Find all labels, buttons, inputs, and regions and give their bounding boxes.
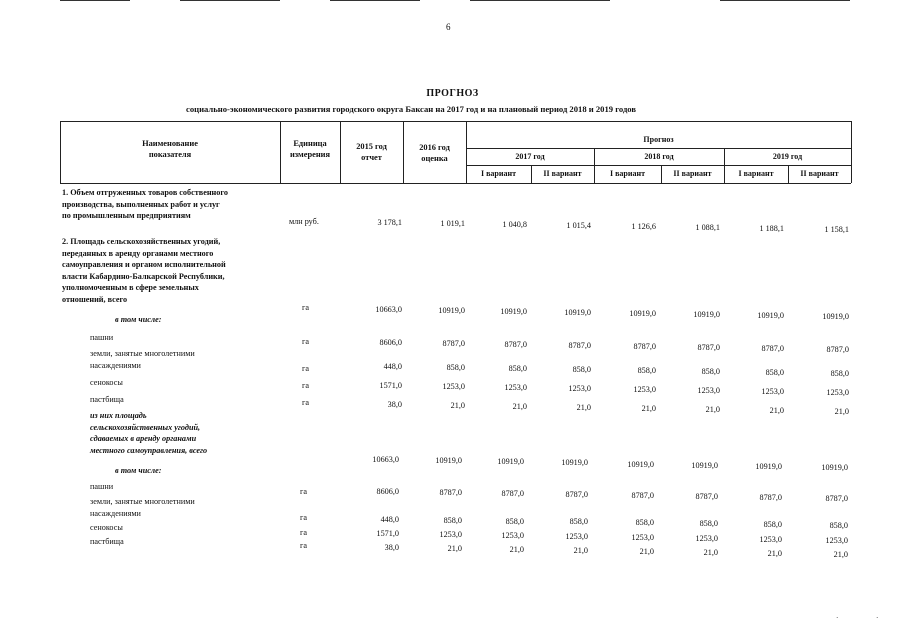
header-2019-v2: II вариант [800, 169, 839, 178]
row-label: пашни [90, 482, 114, 491]
document-title: ПРОГНОЗ [426, 88, 479, 99]
top-rule [180, 0, 280, 1]
header-2015: 2015 год отчет [356, 142, 387, 162]
header-2018-v2: II вариант [673, 169, 712, 178]
row-unit: га [300, 487, 307, 496]
page-number: 6 [446, 22, 451, 32]
row-unit: млн руб. [289, 217, 319, 226]
row-unit: га [300, 541, 307, 550]
document-subtitle: социально-экономического развития городского округа Баксан на 2017 год и на плановый период 2018 и 2019 годов [186, 104, 637, 114]
header-2017-v2: II вариант [543, 169, 582, 178]
header-2019: 2019 год [772, 152, 803, 161]
top-rule [720, 0, 850, 1]
header-2018-v1: I вариант [609, 169, 646, 178]
row-label: 2. Площадь сельскохозяйственных угодий, переданных в аренду органами местного самоуправления и органом исполнительной власти Кабардино-Балкарской Республики, уполномоченным в сфере земельных отношений, всего [62, 237, 226, 304]
row-unit: га [302, 337, 309, 346]
header-unit: Единица измерения [289, 139, 331, 159]
scan-speck: · [836, 614, 839, 622]
row-label: пастбища [90, 537, 124, 546]
row-label: сенокосы [90, 378, 123, 387]
row-unit: га [302, 364, 309, 373]
row-label: земли, занятые многолетними насаждениями [90, 497, 195, 518]
row-label: земли, занятые многолетними насаждениями [90, 349, 195, 370]
row-unit: га [302, 381, 309, 390]
scan-speck: · [876, 614, 879, 622]
row-unit: га [302, 303, 309, 312]
row-unit: га [300, 513, 307, 522]
header-2018: 2018 год [644, 152, 674, 161]
row-label: в том числе: [115, 466, 162, 475]
top-rule [330, 0, 420, 1]
top-rule [60, 0, 130, 1]
header-indicator: Наименование показателя [142, 139, 198, 159]
row-unit: га [302, 398, 309, 407]
header-2017: 2017 год [515, 152, 545, 161]
top-rule [470, 0, 610, 1]
row-label: из них площадь сельскохозяйственных угодий, сдаваемых в аренду органами местного самоуправления, всего [90, 411, 208, 455]
row-label: пашни [90, 333, 114, 342]
row-label: в том числе: [115, 315, 162, 324]
header-forecast: Прогноз [643, 135, 674, 144]
header-2019-v1: I вариант [738, 169, 774, 178]
row-label: пастбища [90, 395, 124, 404]
row-label: сенокосы [90, 523, 123, 532]
header-2016: 2016 год оценка [419, 143, 450, 163]
header-2017-v1: I вариант [480, 169, 517, 178]
row-label: 1. Объем отгруженных товаров собственного производства, выполненных работ и услуг по промышленным предприятиям [62, 188, 228, 220]
row-unit: га [300, 528, 307, 537]
